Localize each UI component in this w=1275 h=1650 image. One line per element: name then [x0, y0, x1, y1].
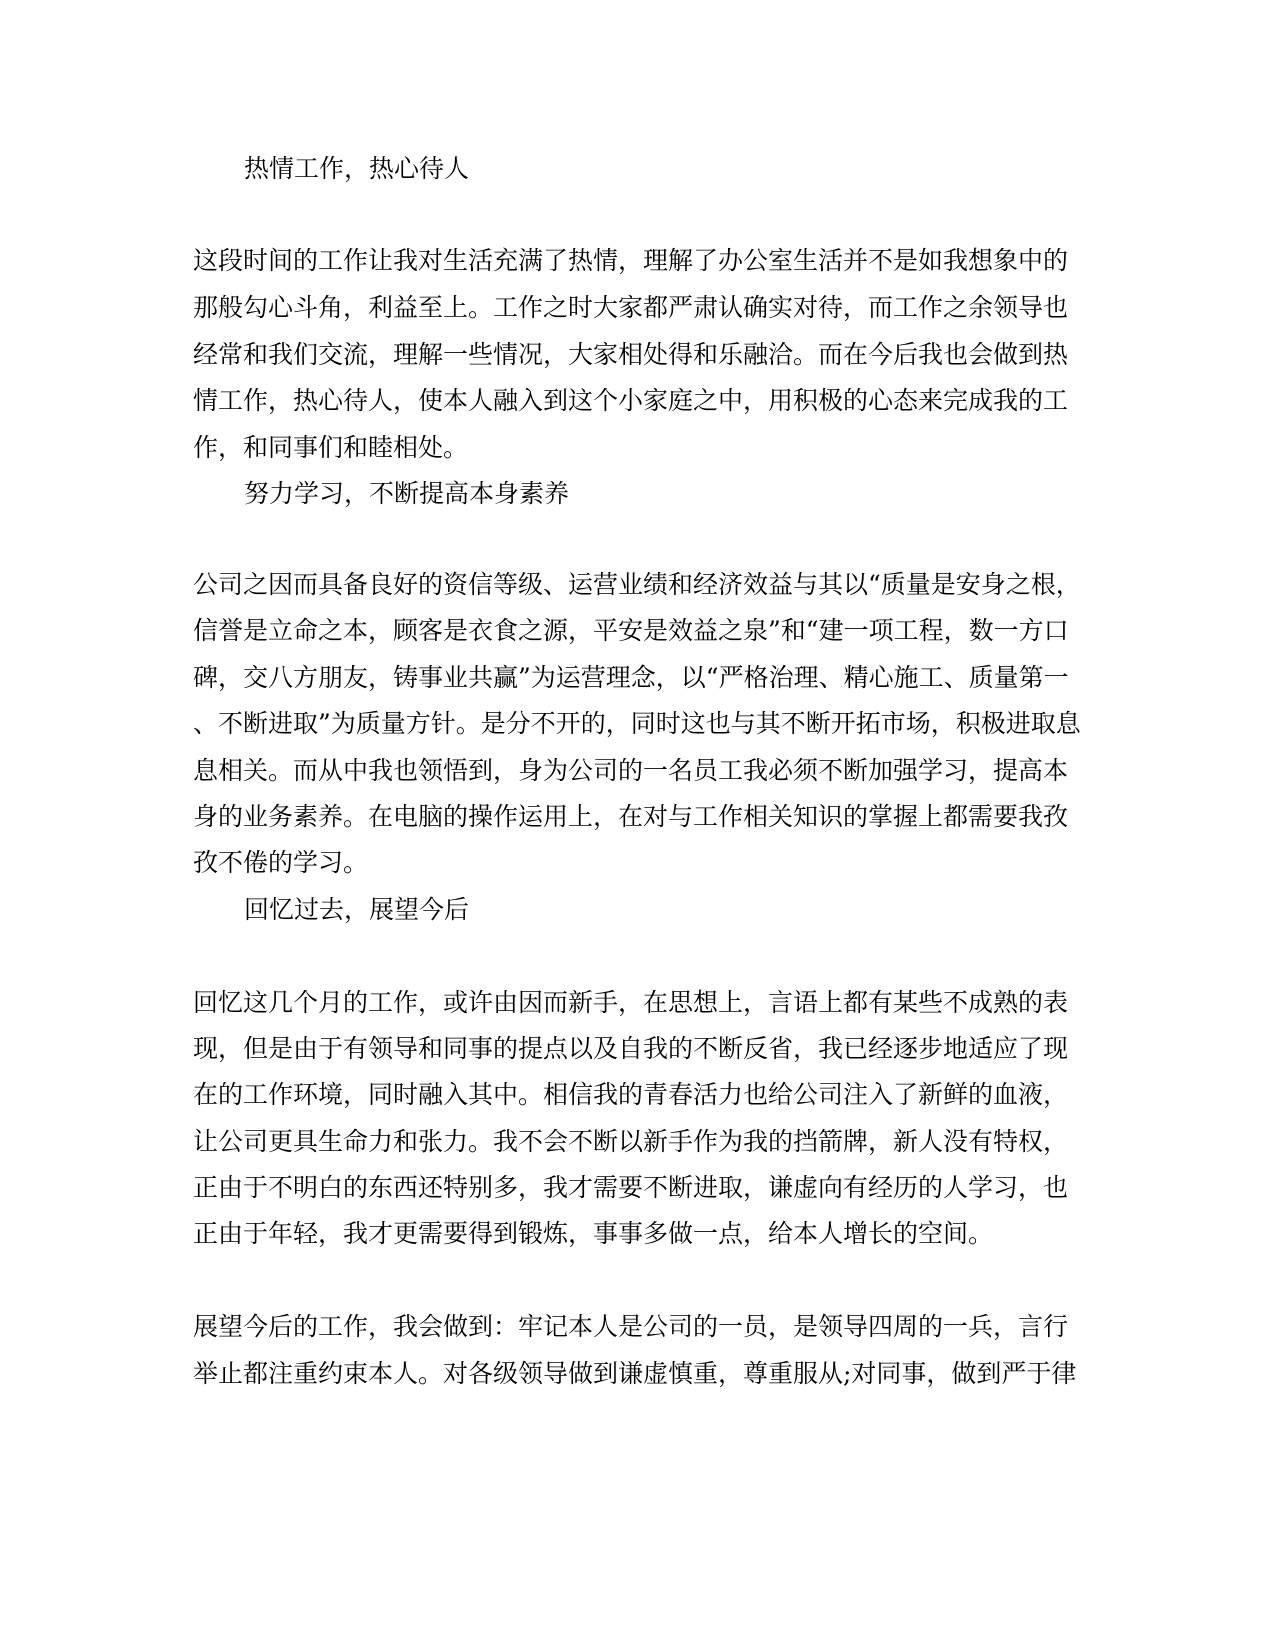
paragraph-line: 公司之因而具备良好的资信等级、运营业绩和经济效益与其以“质量是安身之根，	[193, 570, 1081, 599]
paragraph-line: 正由于不明白的东西还特别多，我才需要不断进取，谦虚向有经历的人学习，也	[193, 1173, 1069, 1202]
section-heading: 热情工作，热心待人	[244, 154, 470, 183]
paragraph-line: 举止都注重约束本人。对各级领导做到谦虚慎重，尊重服从;对同事，做到严于律	[193, 1359, 1077, 1388]
paragraph-line: 让公司更具生命力和张力。我不会不断以新手作为我的挡箭牌，新人没有特权，	[193, 1127, 1069, 1156]
paragraph-line: 作，和同事们和睦相处。	[193, 433, 469, 462]
paragraph-line: 信誉是立命之本，顾客是衣食之源，平安是效益之泉”和“建一项工程，数一方口	[193, 616, 1069, 645]
paragraph-line: 在的工作环境，同时融入其中。相信我的青春活力也给公司注入了新鲜的血液，	[193, 1080, 1069, 1109]
paragraph-line: 情工作，热心待人，使本人融入到这个小家庭之中，用积极的心态来完成我的工	[193, 386, 1069, 415]
paragraph-line: 回忆这几个月的工作，或许由因而新手，在思想上，言语上都有某些不成熟的表	[193, 988, 1069, 1017]
paragraph-line: 现，但是由于有领导和同事的提点以及自我的不断反省，我已经逐步地适应了现	[193, 1034, 1069, 1063]
paragraph-line: 这段时间的工作让我对生活充满了热情，理解了办公室生活并不是如我想象中的	[193, 246, 1069, 275]
paragraph-line: 身的业务素养。在电脑的操作运用上，在对与工作相关知识的掌握上都需要我孜	[193, 802, 1069, 831]
section-heading: 努力学习，不断提高本身素养	[244, 479, 570, 508]
paragraph-line: 息相关。而从中我也领悟到，身为公司的一名员工我必须不断加强学习，提高本	[193, 756, 1069, 785]
section-heading: 回忆过去，展望今后	[244, 895, 470, 924]
paragraph-line: 、不断进取”为质量方针。是分不开的，同时这也与其不断开拓市场，积极进取息	[193, 709, 1081, 738]
paragraph-line: 那般勾心斗角，利益至上。工作之时大家都严肃认确实对待，而工作之余领导也	[193, 293, 1069, 322]
paragraph-line: 碑，交八方朋友，铸事业共赢”为运营理念，以“严格治理、精心施工、质量第一	[193, 663, 1069, 692]
paragraph-line: 经常和我们交流，理解一些情况，大家相处得和乐融洽。而在今后我也会做到热	[193, 340, 1069, 369]
paragraph-line: 展望今后的工作，我会做到：牢记本人是公司的一员，是领导四周的一兵，言行	[193, 1312, 1069, 1341]
paragraph-line: 孜不倦的学习。	[193, 848, 369, 877]
paragraph-line: 正由于年轻，我才更需要得到锻炼，事事多做一点，给本人增长的空间。	[193, 1219, 994, 1248]
